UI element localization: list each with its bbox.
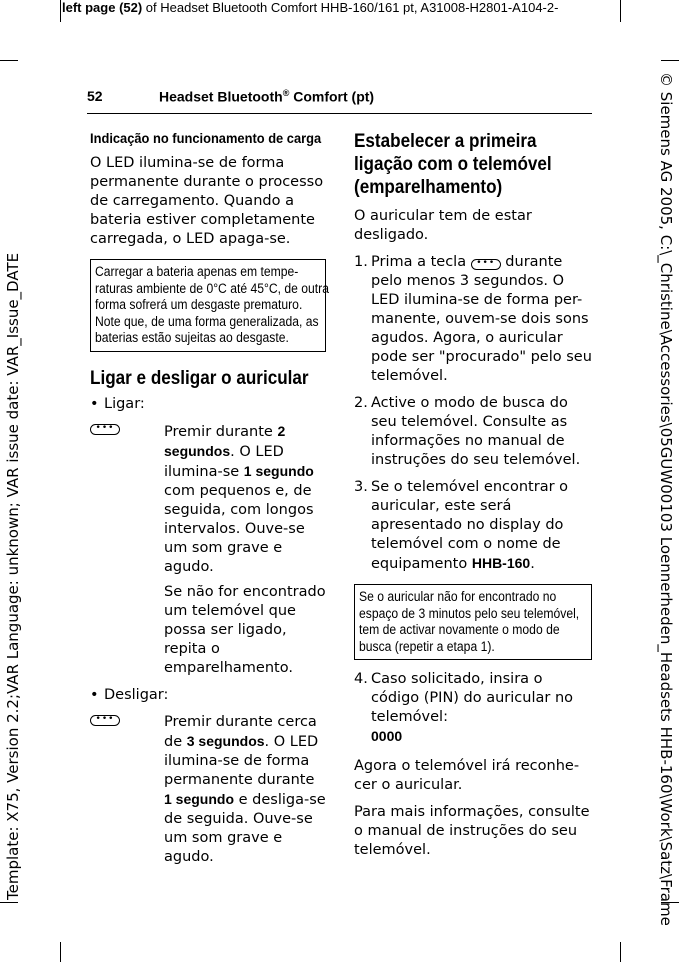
step-1: 1. Prima a tecla ••• durante pelo menos 3 segundos. O LED ilumina-se de forma per-manente, ouvem-se dois sons agudos. Agora, o auricular pode ser "procurado" pelo seu telemóvel. [354, 254, 592, 384]
page-header [87, 88, 592, 110]
multifunction-key-icon: ••• [90, 424, 120, 435]
pin-code: 0000 [371, 728, 403, 744]
step-2: 2. Active o modo de busca do seu telemóvel. Consulte as informações no manual de instruções do seu telemóvel. [354, 395, 581, 468]
bullet-on: • Ligar: [90, 395, 326, 414]
template-info-side: Template: X75, Version 2.2;VAR Language: unknown; VAR issue date: VAR_Issue_DATE [4, 252, 22, 900]
battery-note: Carregar a bateria apenas em tempe-raturas ambiente de 0°C até 45°C, de outra forma sofrerá um desgaste prematuro. Note que, de uma forma generalizada, as baterias estão sujeitas ao desgaste. [90, 259, 326, 352]
crop-mark [620, 942, 621, 962]
bullet-off: • Desligar: [90, 686, 326, 705]
crop-mark [60, 0, 61, 22]
multifunction-key-icon: ••• [471, 259, 501, 270]
on-hint: Se não for encontrado um telemóvel que possa ser ligado, repita o emparelhamento. [164, 583, 326, 676]
off-instruction: ••• Premir durante cerca de 3 segundos. O LED ilumina-se de forma permanente durante 1 segundo e desliga-se de seguida. Ouve-se um som grave e agudo. [90, 713, 326, 867]
step-3: 3. Se o telemóvel encontrar o auricular, este será apresentado no display do telemóvel com o nome de equipamento HHB-160. [354, 479, 569, 572]
on-instruction: ••• Premir durante 2 segundos. O LED ilumina-se 1 segundo com pequenos e, de seguida, com longos intervalos. Ouve-se um som grave e agudo. Se não for encontrado um telemóvel que possa ser ligado, repita o emparelhamento. [90, 422, 326, 678]
more-info-text: Para mais informações, consulte o manual de instruções do seu telemóvel. [354, 804, 590, 858]
header-rule [87, 113, 592, 114]
page-title: Headset Bluetooth® Comfort (pt) [159, 88, 375, 105]
multifunction-key-icon: ••• [90, 715, 120, 726]
crop-mark [0, 902, 18, 903]
crop-mark [60, 942, 61, 962]
recognize-text: Agora o telemóvel irá reconhe-cer o auricular. [354, 758, 580, 793]
left-column [90, 130, 329, 867]
heading-pairing: Estabelecer a primeira ligação com o telemóvel (emparelhamento) [354, 131, 552, 198]
crop-mark [661, 60, 679, 61]
heading-on-off: Ligar e desligar o auricular [90, 367, 309, 389]
charging-text: O LED ilumina-se de forma permanente durante o processo de carregamento. Quando a bateria estiver completamente carregada, o LED apaga-se. [90, 155, 324, 247]
page-number: 52 [87, 88, 103, 104]
print-header: left page (52) of Headset Bluetooth Comfort HHB-160/161 pt, A31008-H2801-A104-2- [62, 0, 559, 15]
pairing-intro: O auricular tem de estar desligado. [354, 208, 532, 243]
right-column [354, 130, 592, 860]
copyright-side: © Siemens AG 2005, C:\_Christine\Accessories\05GUW00103 Loennerheden_Headsets HHB-160\Work\Satz\Frame [657, 72, 675, 926]
step-4: 4. Caso solicitado, insira o código (PIN) do auricular no telemóvel: 0000 [354, 671, 574, 744]
search-note: Se o auricular não for encontrado no espaço de 3 minutos pelo seu telemóvel, tem de activar novamente o modo de busca (repetir a etapa 1). [354, 584, 592, 660]
heading-charging: Indicação no funcionamento de carga [90, 130, 322, 146]
